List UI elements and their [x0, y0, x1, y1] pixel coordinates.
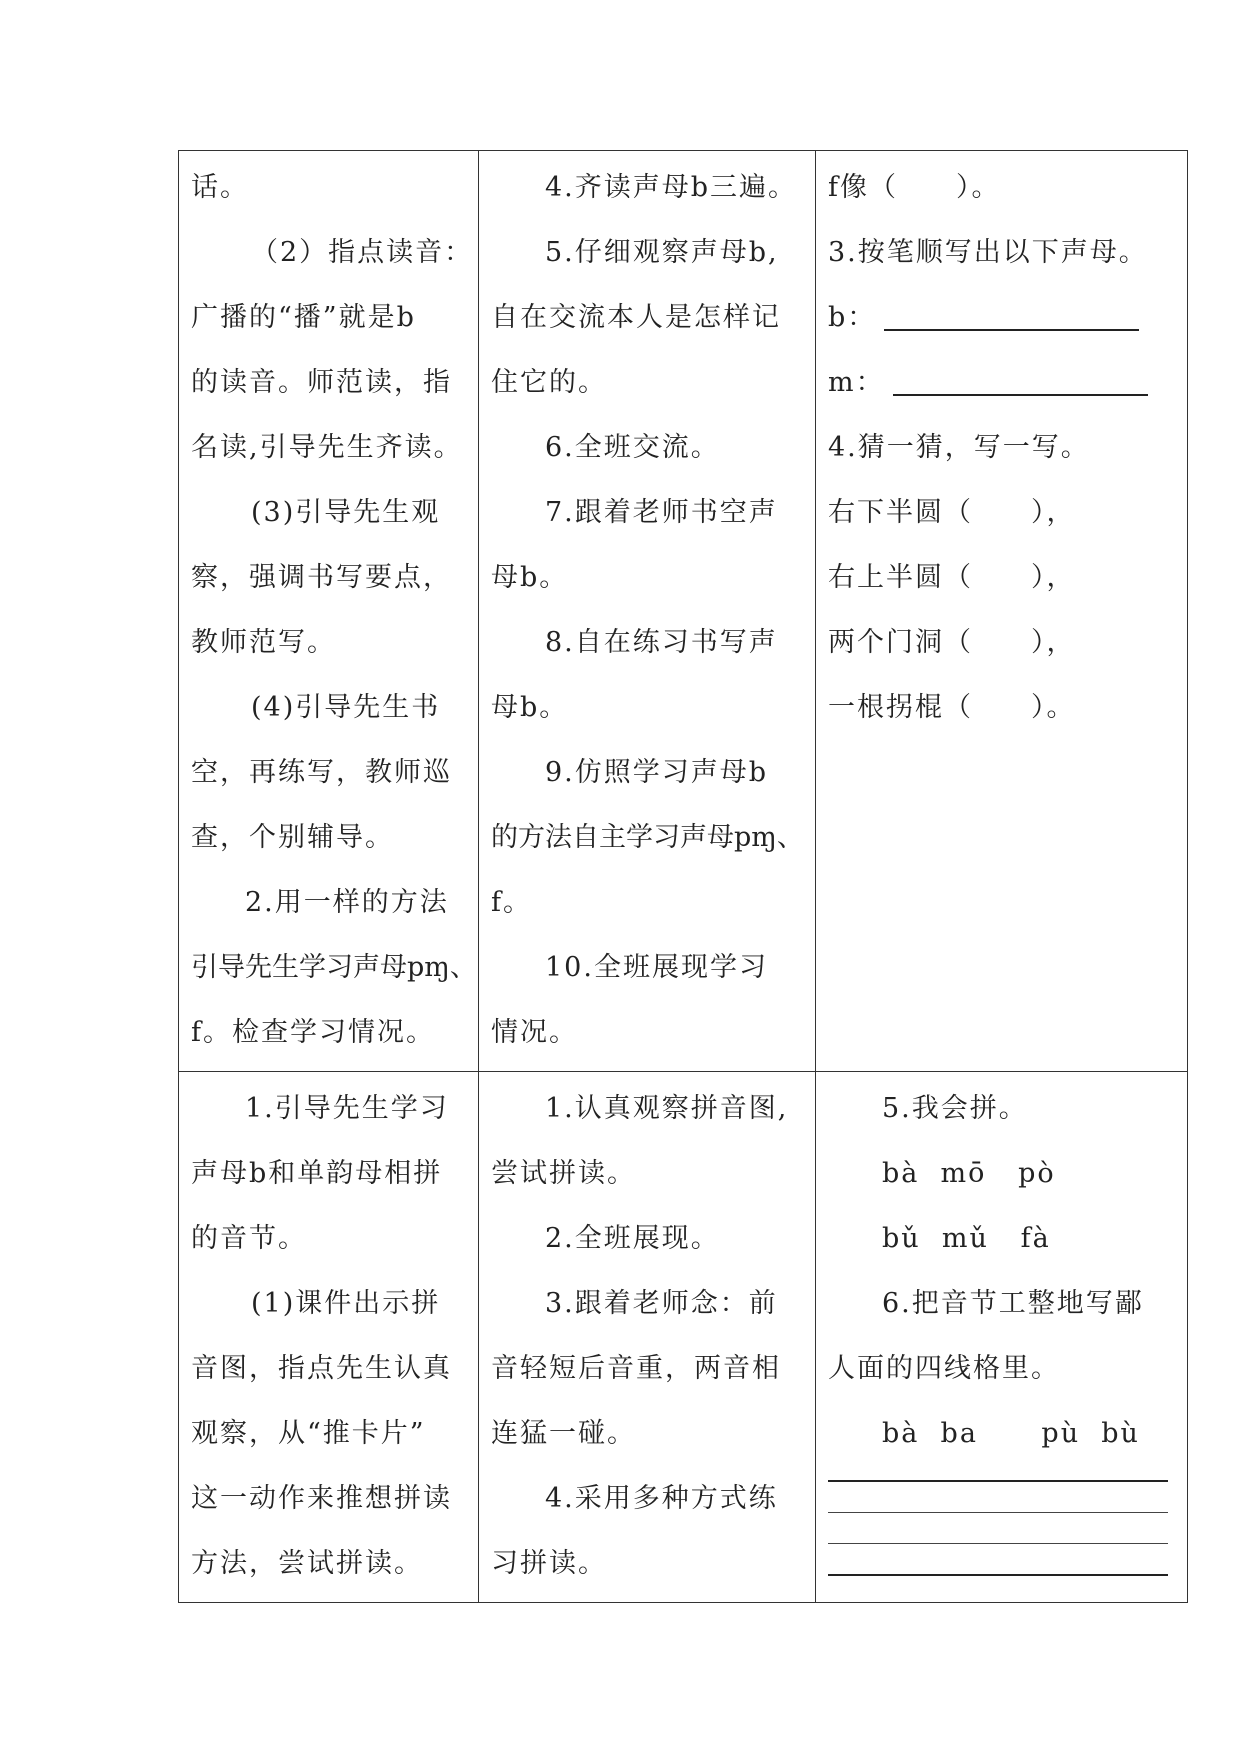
text-line: 2.用一样的方法 [245, 887, 449, 918]
text-line: 2.全班展现。 [545, 1223, 720, 1254]
text-line: 的方法自主学习声母pɱ、 [491, 822, 804, 853]
text-line: 方法，尝试拼读。 [191, 1548, 423, 1579]
text-line: （2）指点读音： [251, 237, 474, 268]
text-line: 音图，指点先生认真 [191, 1353, 452, 1384]
student-activity-cell [479, 151, 816, 1072]
text-line: 人面的四线格里。 [828, 1353, 1060, 1384]
text-line: 引导先生学习声母pɱ、 [191, 952, 477, 983]
text-line: 这一动作来推想拼读 [191, 1483, 452, 1514]
text-line: 10.全班展现学习 [545, 952, 768, 983]
text-line: 6.全班交流。 [545, 432, 720, 463]
text-line: 1.引导先生学习 [245, 1093, 449, 1124]
text-line: 住它的。 [491, 367, 607, 398]
text-line: 4.采用多种方式练 [545, 1483, 778, 1514]
text-line: 教师范写。 [191, 627, 336, 658]
table-row [179, 1072, 1188, 1603]
label-b: b： [828, 302, 877, 333]
text-line: 观察，从“推卡片” [191, 1418, 426, 1449]
text-line: 右上半圆（ ）， [828, 562, 1076, 593]
text-line: 5.仔细观察声母b, [545, 237, 779, 268]
table-row [179, 151, 1188, 1072]
text-line: f。检查学习情况。 [191, 1017, 435, 1048]
text-line: 广播的“播”就是b [191, 302, 416, 333]
grid-line [828, 1574, 1168, 1576]
text-line: 自在交流本人是怎样记 [491, 302, 781, 333]
exercise-cell [816, 151, 1188, 1072]
text-line: 两个门洞（ ）， [828, 627, 1076, 658]
text-line: 7.跟着老师书空声 [545, 497, 778, 528]
four-line-grid [828, 1480, 1168, 1576]
text-line: 察，强调书写要点， [191, 562, 452, 593]
text-line: 9.仿照学习声母b [545, 757, 769, 788]
grid-line [828, 1543, 1168, 1574]
writing-line-m [828, 350, 1177, 415]
text-line: 一根拐棍（ ）。 [828, 692, 1076, 723]
text-line: 空，再练写，教师巡 [191, 757, 452, 788]
student-activity-cell [479, 1072, 816, 1603]
teacher-activity-cell [179, 1072, 479, 1603]
text-line: 4.齐读声母b三遍。 [545, 172, 798, 203]
lesson-table [178, 150, 1188, 1603]
text-line: 1.认真观察拼音图, [545, 1093, 789, 1124]
text-line: 的读音。师范读，指 [191, 367, 452, 398]
text-line: 的音节。 [191, 1223, 307, 1254]
text-line: 情况。 [491, 1017, 578, 1048]
text-line: (1)课件出示拼 [251, 1288, 441, 1319]
label-m: m： [828, 367, 885, 398]
text-line: 话。 [191, 172, 249, 203]
text-line: (3)引导先生观 [251, 497, 441, 528]
text-line: 连猛一碰。 [491, 1418, 636, 1449]
text-line: 3.跟着老师念：前 [545, 1288, 778, 1319]
grid-line [828, 1512, 1168, 1543]
text-line: (4)引导先生书 [251, 692, 441, 723]
text-line: 母b。 [491, 562, 569, 593]
answer-blank [884, 307, 1139, 331]
pinyin-line: bà mō pò [882, 1158, 1056, 1189]
text-line: f。 [491, 887, 532, 918]
teacher-activity-cell [179, 151, 479, 1072]
text-line: 5.我会拼。 [882, 1093, 1028, 1124]
text-line: 6.把音节工整地写鄙 [882, 1288, 1144, 1319]
text-line: 母b。 [491, 692, 569, 723]
text-line: f像（ ）。 [828, 172, 1001, 203]
pinyin-line: bǔ mǔ fà [882, 1223, 1051, 1254]
text-line: 3.按笔顺写出以下声母。 [828, 237, 1148, 268]
text-line: 查，个别辅导。 [191, 822, 394, 853]
text-line: 名读,引导先生齐读。 [191, 432, 463, 463]
text-line: 8.自在练习书写声 [545, 627, 778, 658]
exercise-cell [816, 1072, 1188, 1603]
text-line: 4.猜一猜，写一写。 [828, 432, 1090, 463]
text-line: 右下半圆（ ）， [828, 497, 1076, 528]
grid-line [828, 1480, 1168, 1512]
text-line: 习拼读。 [491, 1548, 607, 1579]
text-line: 音轻短后音重，两音相 [491, 1353, 781, 1384]
text-line: 声母b和单韵母相拼 [191, 1158, 443, 1189]
pinyin-line: bà ba pù bù [882, 1418, 1140, 1449]
text-line: 尝试拼读。 [491, 1158, 636, 1189]
writing-line-b [828, 285, 1177, 350]
lesson-plan-sheet [178, 150, 1187, 1603]
answer-blank [893, 372, 1148, 396]
